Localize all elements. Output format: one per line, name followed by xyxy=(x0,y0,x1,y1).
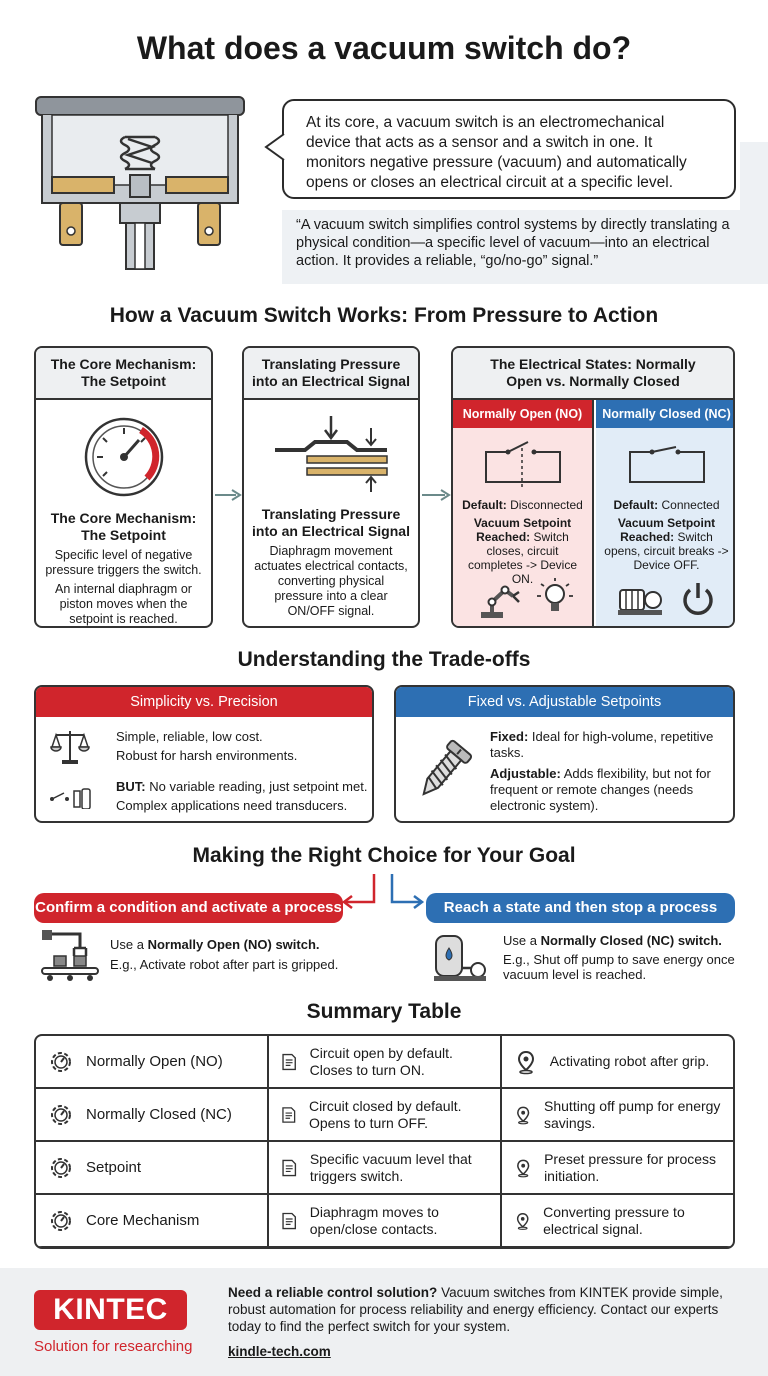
normally-closed-label: Normally Closed (NC) xyxy=(596,400,735,428)
right-use-bold: Normally Closed (NC) switch. xyxy=(540,933,722,948)
table-row xyxy=(35,1194,734,1247)
reach-state-pill: Reach a state and then stop a process xyxy=(426,893,735,923)
arrow-right-icon xyxy=(214,488,242,502)
no-default-label: Default: xyxy=(462,498,507,512)
normally-open-panel xyxy=(453,400,594,626)
nc-reached-value: Switch opens, circuit breaks -> Device OFF. xyxy=(604,530,729,572)
left-use-pre: Use a xyxy=(110,937,144,952)
document-icon xyxy=(281,1208,297,1234)
closed-switch-icon xyxy=(626,440,708,490)
tank-pump-icon xyxy=(432,930,490,984)
translate-card-header: Translating Pressure into an Electrical Signal xyxy=(244,348,418,400)
quote-text: “A vacuum switch simplifies control systems by directly translating a physical condition—a specific level of vacuum—into an electrical action. It provides a reliable, “go/no-go” signal.” xyxy=(296,217,730,269)
adjustable-line xyxy=(490,766,726,814)
summary-table xyxy=(34,1034,735,1248)
translating-pressure-card xyxy=(242,346,420,628)
no-default-value: Disconnected xyxy=(510,498,583,512)
left-example: E.g., Activate robot after part is gripped. xyxy=(110,957,339,972)
screw-icon xyxy=(412,739,474,803)
summary-title: Summary Table xyxy=(306,1000,462,1023)
summary-example: Shutting off pump for energy savings. xyxy=(544,1097,721,1131)
footer-cta-text: Vacuum switches from KINTEK provide simple, robust automation for process reliability and energy efficiency. Contact our experts today to find the perfect switch for your system. xyxy=(228,1285,723,1334)
confirm-condition-pill: Confirm a condition and activate a process xyxy=(34,893,343,923)
kintec-logo: KINTEC xyxy=(34,1290,187,1330)
diaphragm-contacts-icon xyxy=(271,414,391,496)
nc-setpoint-label: Vacuum Setpoint Reached: xyxy=(617,516,716,544)
tradeoffs-title: Understanding the Trade-offs xyxy=(237,648,531,671)
pressure-gauge-icon xyxy=(83,416,165,498)
definition-bubble xyxy=(282,99,736,199)
summary-desc: Circuit closed by default. Opens to turn OFF. xyxy=(308,1097,462,1131)
conveyor-robot-icon xyxy=(40,930,100,982)
summary-term: Setpoint xyxy=(86,1159,142,1176)
arrow-right-icon xyxy=(421,488,451,502)
intro-quote xyxy=(282,210,768,284)
footer-cta-bold: Need a reliable control solution? xyxy=(228,1285,438,1300)
gear-icon xyxy=(48,1102,74,1128)
fixed-label: Fixed: xyxy=(490,729,529,744)
left-use-bold: Normally Open (NO) switch. xyxy=(147,937,320,952)
core-card-header: The Core Mechanism: The Setpoint xyxy=(36,348,211,400)
simplicity-card xyxy=(34,685,374,823)
normally-open-label: Normally Open (NO) xyxy=(453,400,592,428)
document-icon xyxy=(281,1155,297,1181)
gear-icon xyxy=(48,1208,74,1234)
gear-icon xyxy=(48,1049,74,1075)
summary-example: Preset pressure for process initiation. xyxy=(544,1150,717,1184)
pump-icon xyxy=(616,582,664,618)
summary-term: Core Mechanism xyxy=(86,1212,200,1229)
nc-default-label: Default: xyxy=(613,498,659,512)
right-use-line xyxy=(503,933,722,949)
summary-example: Activating robot after grip. xyxy=(549,1053,710,1069)
core-card-text2: An internal diaphragm or piston moves when the setpoint is reached. xyxy=(55,582,192,626)
simplicity-line1: Simple, reliable, low cost. xyxy=(116,729,263,744)
fixed-adjustable-card xyxy=(394,685,735,823)
footer-cta xyxy=(228,1284,740,1335)
states-card-header: The Electrical States: Normally Open vs. Normally Closed xyxy=(453,348,733,400)
summary-desc: Diaphragm moves to open/close contacts. xyxy=(309,1203,439,1237)
simplicity-line2: Robust for harsh environments. xyxy=(116,748,298,763)
right-use-pre: Use a xyxy=(503,933,537,948)
document-icon xyxy=(281,1102,297,1128)
how-it-works-title: How a Vacuum Switch Works: From Pressure to Action xyxy=(109,304,659,327)
vacuum-switch-illustration xyxy=(30,95,250,275)
bubble-pointer xyxy=(264,132,286,162)
choice-title: Making the Right Choice for Your Goal xyxy=(192,844,576,867)
summary-desc: Specific vacuum level that triggers switch. xyxy=(309,1150,472,1184)
document-icon xyxy=(281,1049,297,1075)
fixed-line xyxy=(490,729,726,761)
core-card-text1: Specific level of negative pressure triggers the switch. xyxy=(45,548,202,577)
quote-accent xyxy=(740,142,768,210)
logo-tagline: Solution for researching xyxy=(34,1338,193,1355)
electrical-states-card xyxy=(451,346,735,628)
location-pin-icon xyxy=(514,1102,532,1128)
fixed-text: Ideal for high-volume, repetitive tasks. xyxy=(490,729,714,760)
simplicity-line4: Complex applications need transducers. xyxy=(116,798,348,813)
summary-term: Normally Closed (NC) xyxy=(86,1106,232,1123)
footer xyxy=(0,1268,768,1376)
adjustable-text: Adds flexibility, but not for frequent or remote changes (needs electronic system). xyxy=(490,766,711,813)
open-switch-icon xyxy=(482,440,564,490)
summary-term: Normally Open (NO) xyxy=(86,1053,223,1070)
table-row xyxy=(35,1035,734,1088)
core-card-subtitle: The Core Mechanism: The Setpoint xyxy=(50,510,197,543)
translate-card-subtitle: Translating Pressure into an Electrical Signal xyxy=(252,506,410,539)
power-icon xyxy=(680,580,716,618)
table-row xyxy=(35,1088,734,1141)
location-pin-icon xyxy=(514,1155,532,1181)
adjustable-label: Adjustable: xyxy=(490,766,561,781)
nc-default-line xyxy=(596,498,735,513)
footer-link[interactable]: kindle-tech.com xyxy=(228,1344,331,1359)
simplicity-but-label: BUT: xyxy=(116,779,146,794)
simplicity-line3-wrap xyxy=(116,779,367,795)
no-setpoint-label: Vacuum Setpoint Reached: xyxy=(473,516,572,544)
robot-arm-icon xyxy=(477,578,521,620)
table-row xyxy=(35,1141,734,1194)
no-reached-value: Switch closes, circuit completes -> Device ON. xyxy=(467,530,578,586)
nc-default-value: Connected xyxy=(661,498,720,512)
light-bulb-icon xyxy=(535,576,575,620)
right-example: E.g., Shut off pump to save energy once vacuum level is reached. xyxy=(503,952,735,982)
simplicity-line3: No variable reading, just setpoint met. xyxy=(149,779,368,794)
fixed-header: Fixed vs. Adjustable Setpoints xyxy=(396,687,733,717)
definition-text: At its core, a vacuum switch is an electromechanical device that acts as a sensor and a switch in one. It monitors negative pressure (vacuum) and automatically opens or closes an electrical circuit at a specific level. xyxy=(306,114,687,191)
simplicity-header: Simplicity vs. Precision xyxy=(36,687,372,717)
summary-example: Converting pressure to electrical signal. xyxy=(543,1203,685,1237)
summary-table-wrap xyxy=(34,1034,735,1249)
location-pin-icon xyxy=(514,1049,538,1075)
nc-reached-line xyxy=(596,516,735,572)
normally-closed-panel xyxy=(596,400,735,626)
summary-desc: Circuit open by default. Closes to turn ON. xyxy=(309,1044,453,1078)
page-title: What does a vacuum switch do? xyxy=(136,30,632,66)
switch-symbol-icon xyxy=(48,787,94,809)
balance-scale-icon xyxy=(50,727,90,765)
left-use-line xyxy=(110,937,320,953)
translate-card-text: Diaphragm movement actuates electrical contacts, converting physical pressure into a clear ON/OFF signal. xyxy=(254,544,408,618)
gear-icon xyxy=(48,1155,74,1181)
choice-arrows xyxy=(332,874,436,914)
no-default-line xyxy=(453,498,592,513)
core-mechanism-card xyxy=(34,346,213,628)
location-pin-icon xyxy=(514,1208,531,1234)
